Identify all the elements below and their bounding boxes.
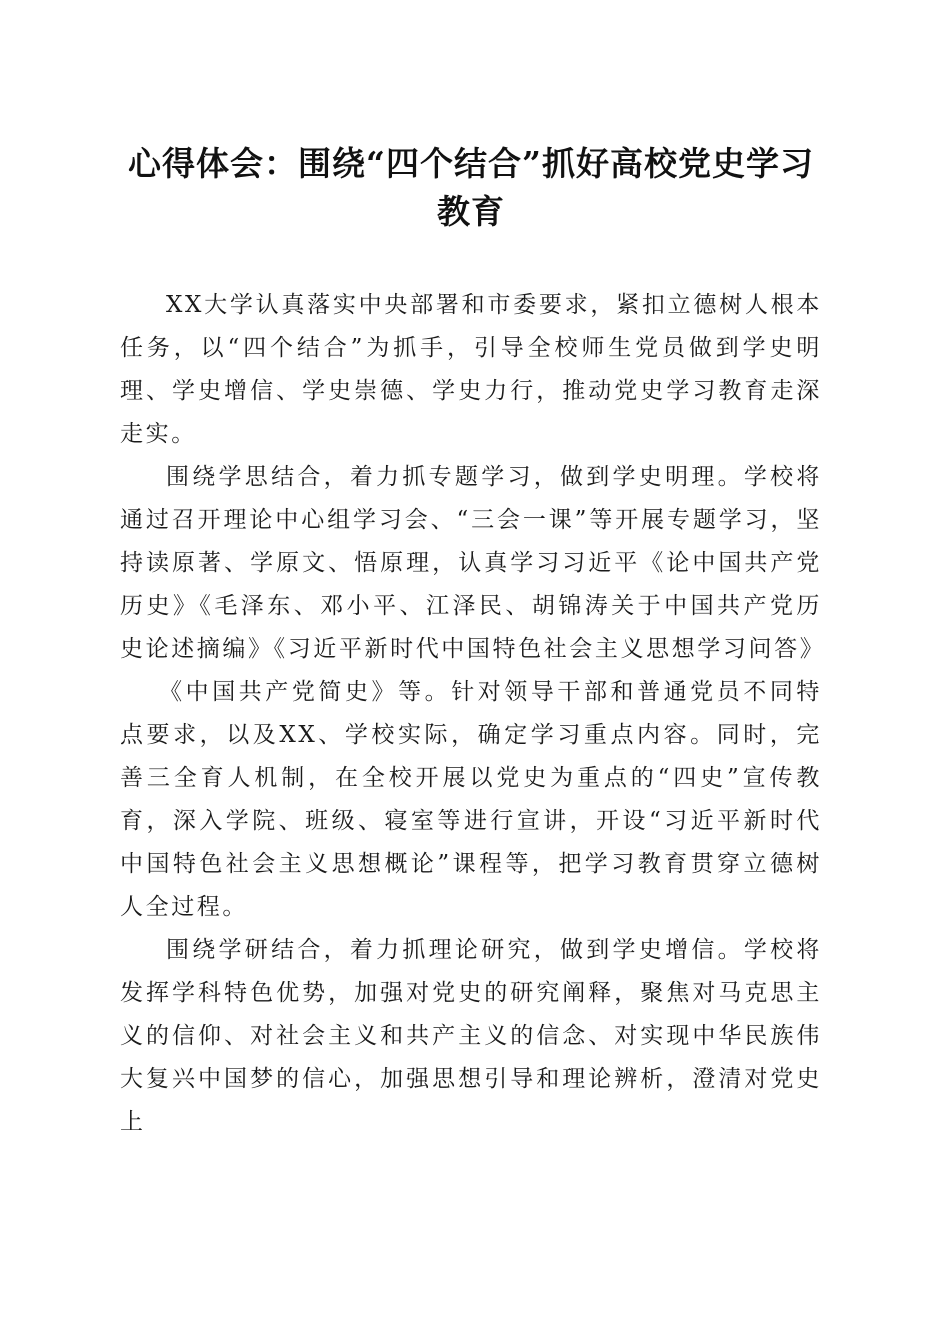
paragraph-study-thinking: 围绕学思结合，着力抓专题学习，做到学史明理。学校将通过召开理论中心组学习会、“三会一课”等开展专题学习，坚持读原著、学原文、悟原理，认真学习习近平《论中国共产党历史》《毛泽东、邓小平、江泽民、胡锦涛关于中国共产党历史论述摘编》《习近平新时代中国特色社会主义思想学习问答》 — [120, 464, 826, 662]
paragraph-study-continued: 《中国共产党简史》等。针对领导干部和普通党员不同特点要求，以及XX、学校实际，确定学习重点内容。同时，完善三全育人机制，在全校开展以党史为重点的“四史”宣传教育，深入学院、班级、寝室等进行宣讲，开设“习近平新时代中国特色社会主义思想概论”课程等，把学习教育贯穿立德树人全过程。 — [120, 679, 822, 920]
paragraph-intro: XX大学认真落实中央部署和市委要求，紧扣立德树人根本任务，以“四个结合”为抓手，引导全校师生党员做到学史明理、学史增信、学史崇德、学史力行，推动党史学习教育走深走实。 — [120, 292, 822, 447]
document-body — [120, 284, 826, 1144]
paragraph-study-research: 围绕学研结合，着力抓理论研究，做到学史增信。学校将发挥学科特色优势，加强对党史的研究阐释，聚焦对马克思主义的信仰、对社会主义和共产主义的信念、对实现中华民族伟大复兴中国梦的信心，加强思想引导和理论辨析，澄清对党史上 — [120, 937, 822, 1135]
document-title: 心得体会：围绕“四个结合”抓好高校党史学习教育 — [128, 144, 814, 231]
